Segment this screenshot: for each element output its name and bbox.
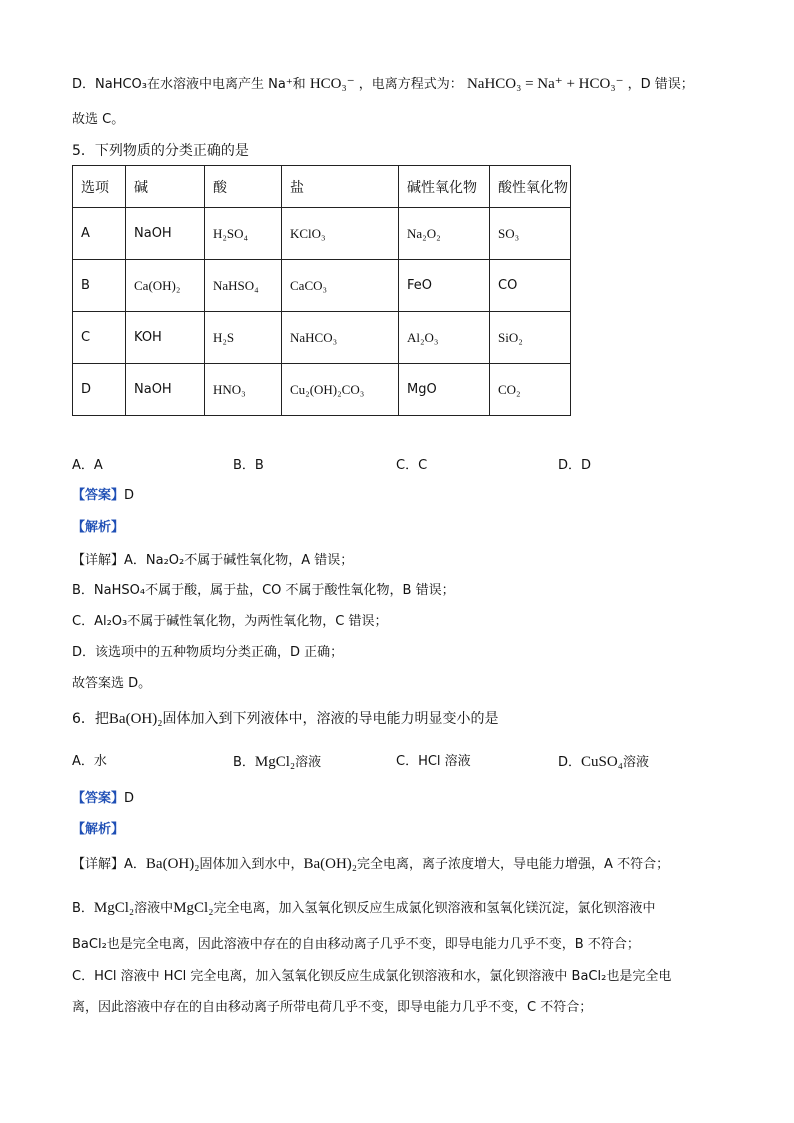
analysis-label: 【解析】 (72, 520, 125, 535)
option-c: C．C (396, 458, 428, 473)
explanation-line: 【详解】A．Na₂O₂不属于碱性氧化物，A 错误； (72, 553, 354, 568)
answer-line (72, 486, 134, 506)
cell: NaOH (126, 208, 205, 260)
text: 溶液 (295, 755, 322, 770)
cell: Ca(OH)₂ (126, 260, 205, 312)
formula: MgCl₂ (254, 754, 296, 770)
text-line (72, 74, 694, 95)
option-c: C．HCl 溶液 (396, 754, 471, 769)
formula: Ba(OH)₂ (108, 711, 163, 727)
formula: Ba(OH)₂ (145, 856, 200, 872)
header-cell: 盐 (282, 166, 399, 208)
formula: MgCl₂ (173, 900, 214, 916)
explanation-line (72, 898, 655, 919)
cell: H₂SO₄ (205, 208, 282, 260)
header-cell: 酸 (205, 166, 282, 208)
text: B． (233, 755, 255, 770)
option-d: D．D (558, 458, 592, 473)
text: D． (558, 755, 582, 770)
cell: A (73, 208, 126, 260)
text: D．NaHCO₃在水溶液中电离产生 Na⁺和 (72, 77, 306, 92)
table-row (73, 260, 571, 312)
cell: KOH (126, 312, 205, 364)
classification-table (72, 165, 571, 416)
text: B． (72, 901, 94, 916)
option-a: A．A (72, 458, 103, 473)
cell: NaHCO₃ (282, 312, 399, 364)
table-header-row (73, 166, 571, 208)
text-line: 故选 C。 (72, 112, 125, 127)
explanation-line: 故答案选 D。 (72, 676, 152, 691)
formula: CuSO₄ (581, 754, 623, 770)
cell: HNO₃ (205, 364, 282, 416)
answer-value: D (124, 791, 135, 806)
header-cell: 选项 (73, 166, 126, 208)
option-a: A．水 (72, 754, 107, 769)
explanation-line: 离，因此溶液中存在的自由移动离子所带电荷几乎不变，即导电能力几乎不变，C 不符合； (72, 1000, 593, 1015)
cell: NaHSO₄ (205, 260, 282, 312)
header-cell: 碱性氧化物 (399, 166, 490, 208)
cell: Cu₂(OH)₂CO₃ (282, 364, 399, 416)
answer-line (72, 789, 134, 809)
cell: MgO (399, 364, 490, 416)
cell: NaOH (126, 364, 205, 416)
answer-label: 【答案】 (72, 791, 125, 806)
question-6 (72, 709, 498, 729)
option-b: B．B (233, 458, 264, 473)
cell: H₂S (205, 312, 282, 364)
option-d (558, 752, 649, 773)
cell: D (73, 364, 126, 416)
text: 固体加入到下列液体中，溶液的导电能力明显变小的是 (162, 711, 499, 727)
cell: KClO₃ (282, 208, 399, 260)
cell: FeO (399, 260, 490, 312)
table-row (73, 364, 571, 416)
explanation-line: C．Al₂O₃不属于碱性氧化物，为两性氧化物，C 错误； (72, 614, 388, 629)
cell: CO₂ (490, 364, 571, 416)
explanation-line: BaCl₂也是完全电离，因此溶液中存在的自由移动离子几乎不变，即导电能力几乎不变，B 不符合； (72, 937, 640, 952)
explanation-line: D．该选项中的五种物质均分类正确，D 正确； (72, 645, 344, 660)
cell: CO (490, 260, 571, 312)
text: 溶液 (622, 755, 649, 770)
cell: Na₂O₂ (399, 208, 490, 260)
text: 6．把 (72, 711, 109, 727)
analysis-label: 【解析】 (72, 822, 125, 837)
explanation-line: B．NaHSO₄不属于酸，属于盐，CO 不属于酸性氧化物，B 错误； (72, 583, 455, 598)
text: 【详解】A． (72, 857, 146, 872)
table-row (73, 208, 571, 260)
formula: NaHCO₃ = Na⁺ + HCO₃⁻ (466, 76, 624, 92)
formula: HCO₃⁻ (309, 76, 355, 92)
cell: SiO₂ (490, 312, 571, 364)
cell: B (73, 260, 126, 312)
header-cell: 碱 (126, 166, 205, 208)
explanation-line (72, 854, 669, 875)
formula: MgCl₂ (93, 900, 135, 916)
cell: CaCO₃ (282, 260, 399, 312)
option-b (233, 752, 321, 773)
header-cell: 酸性氧化物 (490, 166, 571, 208)
text: ，D 错误； (627, 77, 694, 92)
question-5: 5．下列物质的分类正确的是 (72, 143, 249, 159)
text: ，电离方程式为： (358, 77, 463, 92)
text: 固体加入到水中， (199, 857, 304, 872)
explanation-line: C．HCl 溶液中 HCl 完全电离，加入氢氧化钡反应生成氯化钡溶液和水，氯化钡溶液中 BaCl₂也是完全电 (72, 969, 672, 984)
answer-label: 【答案】 (72, 488, 125, 503)
cell: SO₃ (490, 208, 571, 260)
text: 溶液中 (134, 901, 174, 916)
table-row (73, 312, 571, 364)
text: 完全电离，加入氢氧化钡反应生成氯化钡溶液和氢氧化镁沉淀，氯化钡溶液中 (213, 901, 656, 916)
cell: Al₂O₃ (399, 312, 490, 364)
formula: Ba(OH)₂ (303, 856, 358, 872)
answer-value: D (124, 488, 135, 503)
cell: C (73, 312, 126, 364)
text: 完全电离，离子浓度增大，导电能力增强，A 不符合； (357, 857, 670, 872)
